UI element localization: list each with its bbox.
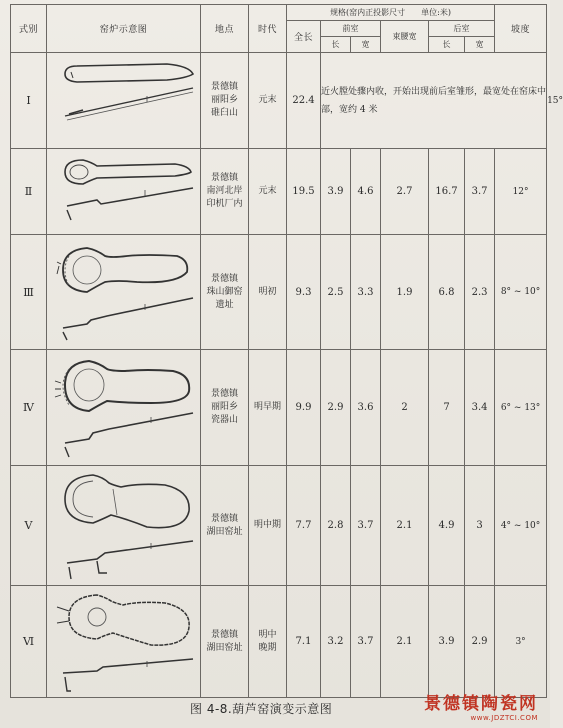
slope-value: 8° ~ 10° <box>495 235 547 350</box>
header-rear-length: 长 <box>429 37 465 53</box>
header-location: 地点 <box>201 5 249 53</box>
front-width-value: 3.7 <box>351 466 381 586</box>
location-line: 珠山御窑 <box>206 286 243 297</box>
front-length-value: 2.9 <box>321 350 351 466</box>
location-line: 景德镇 <box>210 173 238 183</box>
table-row-type-5 <box>11 466 547 586</box>
total-length-value: 7.7 <box>287 466 321 586</box>
total-length-value: 22.4 <box>287 53 321 149</box>
header-row-1 <box>11 5 547 21</box>
kiln-evolution-table <box>10 4 563 698</box>
rear-length-value: 7 <box>429 350 465 466</box>
table-row-type-4 <box>11 350 547 466</box>
kiln-location <box>201 466 249 586</box>
slope-value: 3° <box>495 586 547 698</box>
header-spec: 规格(窑内正投影尺寸 单位:米) <box>287 5 495 21</box>
table-row-type-2 <box>11 149 547 235</box>
front-length-value: 3.9 <box>321 149 351 235</box>
waist-width-value: 2.1 <box>381 466 429 586</box>
location-line: 瓷器山 <box>210 415 238 425</box>
location-line: 湖田窑址 <box>206 526 243 537</box>
header-sketch: 窑炉示意图 <box>47 5 201 53</box>
era-line: 晚期 <box>258 642 277 653</box>
rear-width-value: 3.7 <box>465 149 495 235</box>
table-row-type-6 <box>11 586 547 698</box>
front-width-value: 3.3 <box>351 235 381 350</box>
rear-length-value: 16.7 <box>429 149 465 235</box>
total-length-value: 19.5 <box>287 149 321 235</box>
kiln-era <box>249 466 287 586</box>
gourd-kiln-plan-icon <box>47 587 201 697</box>
table-row-type-1: Ⅰ 景德镇 丽阳乡 碓臼山 元末 22.4 近火膛处骤内收，开始出现前后室雏形，最宽处在窑床中部，宽约 4 米 15° <box>11 53 547 149</box>
location-line: 景德镇 <box>210 513 238 524</box>
front-length-value: 3.2 <box>321 586 351 698</box>
location-line: 景德镇 <box>210 629 238 640</box>
kiln-sketch-type-5 <box>47 466 201 586</box>
site-watermark <box>424 694 538 722</box>
kiln-type-label: Ⅰ <box>11 53 47 149</box>
era-line: 明中期 <box>253 520 281 530</box>
header-rear-chamber: 后室 <box>429 21 495 37</box>
location-line: 景德镇 <box>210 389 238 399</box>
era-line: 明初 <box>258 286 277 297</box>
header-style: 式别 <box>11 5 47 53</box>
waist-width-value: 2.1 <box>381 586 429 698</box>
header-era: 时代 <box>249 5 287 53</box>
kiln-sketch-type-4 <box>47 350 201 466</box>
watermark-text: 景德镇陶瓷网 <box>424 694 538 714</box>
long-kiln-plan-icon <box>47 54 201 148</box>
kiln-location <box>201 53 249 149</box>
front-width-value: 4.6 <box>351 149 381 235</box>
kiln-sketch-type-1 <box>47 53 201 149</box>
waist-width-value: 1.9 <box>381 235 429 350</box>
kiln-location <box>201 149 249 235</box>
rear-width-value: 2.9 <box>465 586 495 698</box>
header-waist-width: 束腰宽 <box>381 21 429 53</box>
header-front-length: 长 <box>321 37 351 53</box>
era-line: 元末 <box>258 95 277 105</box>
era-line: 明早期 <box>253 402 281 412</box>
waist-width-value: 2 <box>381 350 429 466</box>
era-line: 明中 <box>258 629 277 640</box>
kiln-type-label: Ⅴ <box>11 466 47 586</box>
kiln-era <box>249 586 287 698</box>
kiln-era <box>249 350 287 466</box>
header-front-width: 宽 <box>351 37 381 53</box>
rear-width-value: 2.3 <box>465 235 495 350</box>
rear-length-value: 3.9 <box>429 586 465 698</box>
rear-width-value: 3 <box>465 466 495 586</box>
rear-length-value: 4.9 <box>429 466 465 586</box>
rear-length-value: 6.8 <box>429 235 465 350</box>
kiln-type-label: Ⅱ <box>11 149 47 235</box>
kiln-type-label: Ⅲ <box>11 235 47 350</box>
header-total-length: 全长 <box>287 21 321 53</box>
location-line: 湖田窑址 <box>206 642 243 653</box>
front-width-value: 3.7 <box>351 586 381 698</box>
table-row-type-3 <box>11 235 547 350</box>
watermark-url: www.JDZTCI.COM <box>470 714 538 722</box>
gourd-kiln-plan-icon <box>47 467 201 585</box>
location-line: 景德镇 <box>210 273 238 284</box>
header-slope: 坡度 <box>495 5 547 53</box>
waist-width-value: 2.7 <box>381 149 429 235</box>
kiln-era <box>249 235 287 350</box>
slope-value: 12° <box>495 149 547 235</box>
gourd-kiln-plan-icon <box>47 351 201 465</box>
gourd-kiln-plan-icon <box>47 236 201 349</box>
front-length-value: 2.8 <box>321 466 351 586</box>
kiln-era <box>249 53 287 149</box>
slope-value: 4° ~ 10° <box>495 466 547 586</box>
kiln-location <box>201 350 249 466</box>
figure-caption: 图 4-8.葫芦窑演变示意图 <box>190 702 333 716</box>
header-front-chamber: 前室 <box>321 21 381 37</box>
location-line: 丽阳乡 <box>210 95 238 105</box>
rear-width-value: 3.4 <box>465 350 495 466</box>
kiln-sketch-type-6 <box>47 586 201 698</box>
location-line: 南河北岸 <box>206 186 243 196</box>
location-line: 遗址 <box>215 299 234 310</box>
kiln-location <box>201 586 249 698</box>
slope-value: 6° ~ 13° <box>495 350 547 466</box>
total-length-value: 9.3 <box>287 235 321 350</box>
kiln-sketch-type-3 <box>47 235 201 350</box>
total-length-value: 7.1 <box>287 586 321 698</box>
location-line: 丽阳乡 <box>210 402 238 412</box>
front-width-value: 3.6 <box>351 350 381 466</box>
kiln-type-1-note: 近火膛处骤内收，开始出现前后室雏形，最宽处在窑床中部，宽约 4 米 <box>321 53 547 149</box>
kiln-location <box>201 235 249 350</box>
header-rear-width: 宽 <box>465 37 495 53</box>
era-line: 元末 <box>258 186 277 196</box>
location-line: 景德镇 <box>210 82 238 92</box>
kiln-era <box>249 149 287 235</box>
kiln-sketch-type-2 <box>47 149 201 235</box>
location-line: 碓臼山 <box>210 108 238 118</box>
total-length-value: 9.9 <box>287 350 321 466</box>
gourd-kiln-plan-icon <box>47 150 201 234</box>
front-length-value: 2.5 <box>321 235 351 350</box>
kiln-type-label: Ⅵ <box>11 586 47 698</box>
location-line: 印机厂内 <box>206 199 243 209</box>
kiln-type-label: Ⅳ <box>11 350 47 466</box>
